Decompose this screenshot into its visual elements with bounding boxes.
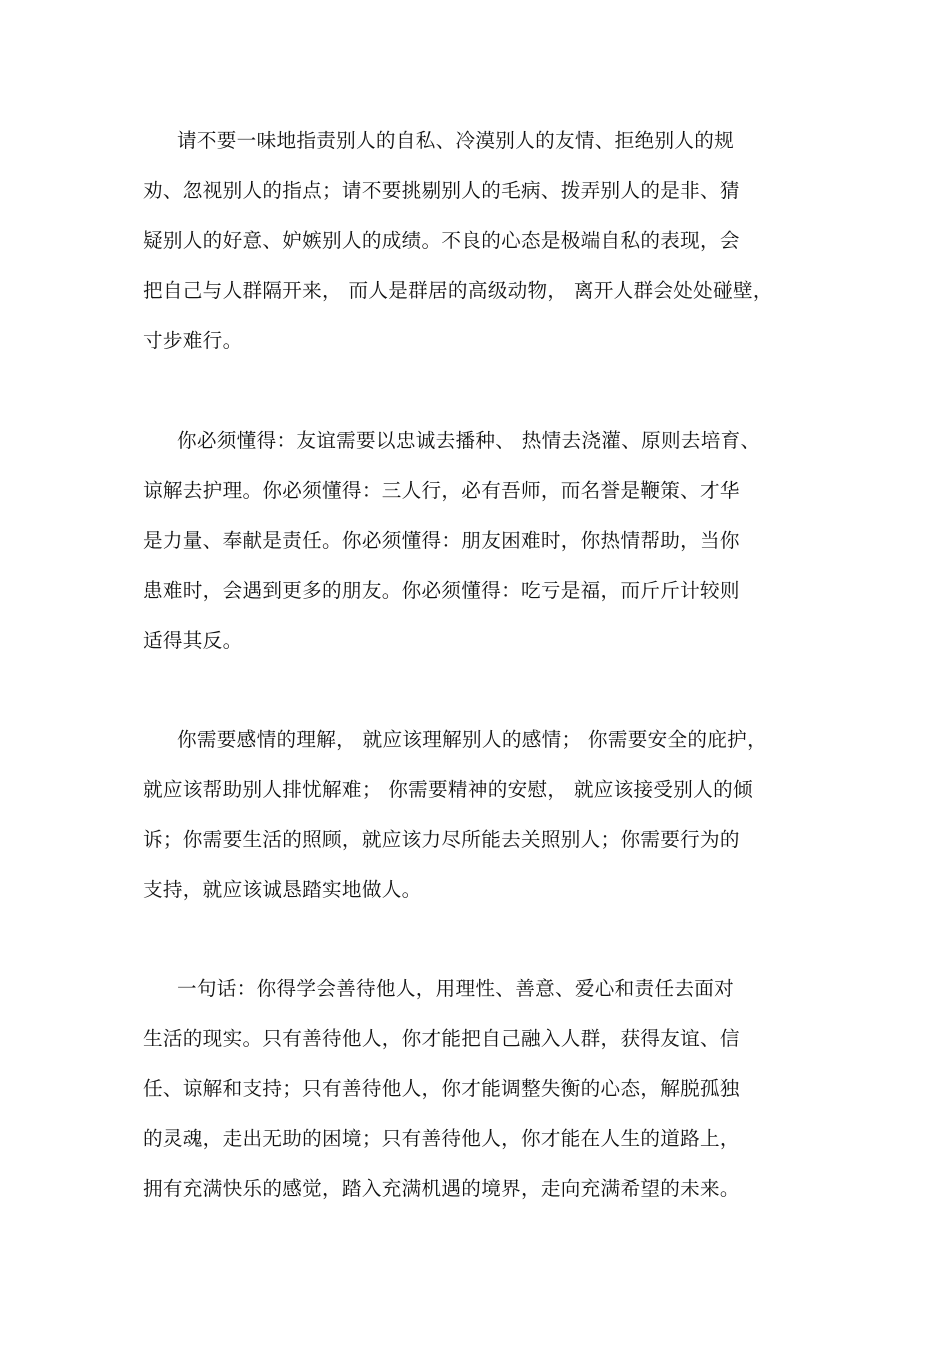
paragraph-line: 诉；你需要生活的照顾，就应该力尽所能去关照别人；你需要行为的 (143, 828, 740, 851)
paragraph-line: 拥有充满快乐的感觉，踏入充满机遇的境界，走向充满希望的未来。 (143, 1177, 740, 1200)
paragraph-line: 把自己与人群隔开来， 而人是群居的高级动物， 离开人群会处处碰壁， (143, 279, 773, 302)
paragraph-line: 一句话：你得学会善待他人，用理性、善意、爱心和责任去面对 (177, 977, 735, 1000)
paragraph-line: 支持，就应该诚恳踏实地做人。 (143, 878, 422, 901)
paragraph-line: 生活的现实。只有善待他人，你才能把自己融入人群，获得友谊、信 (143, 1027, 740, 1050)
paragraph-line: 劝、忽视别人的指点；请不要挑剔别人的毛病、拨弄别人的是非、猜 (143, 179, 740, 202)
paragraph-line: 寸步难行。 (143, 329, 243, 352)
paragraph-line: 适得其反。 (143, 629, 243, 652)
paragraph-line: 你必须懂得：友谊需要以忠诚去播种、 热情去浇灌、原则去培育、 (177, 429, 761, 452)
paragraph-line: 你需要感情的理解， 就应该理解别人的感情； 你需要安全的庇护， (177, 728, 767, 751)
paragraph-line: 任、谅解和支持；只有善待他人，你才能调整失衡的心态，解脱孤独 (143, 1077, 740, 1100)
paragraph-line: 是力量、奉献是责任。你必须懂得：朋友困难时，你热情帮助，当你 (143, 529, 740, 552)
paragraph-3 (143, 729, 767, 929)
paragraph-4 (143, 978, 740, 1228)
paragraph-line: 谅解去护理。你必须懂得：三人行，必有吾师，而名誉是鞭策、才华 (143, 479, 740, 502)
paragraph-1 (143, 130, 773, 380)
paragraph-line: 疑别人的好意、妒嫉别人的成绩。不良的心态是极端自私的表现，会 (143, 229, 740, 252)
paragraph-2 (143, 430, 760, 680)
paragraph-line: 请不要一味地指责别人的自私、冷漠别人的友情、拒绝别人的规 (177, 129, 735, 152)
paragraph-line: 患难时，会遇到更多的朋友。你必须懂得：吃亏是福，而斤斤计较则 (143, 579, 740, 602)
paragraph-line: 就应该帮助别人排忧解难； 你需要精神的安慰， 就应该接受别人的倾 (143, 778, 753, 801)
paragraph-line: 的灵魂，走出无助的困境；只有善待他人，你才能在人生的道路上， (143, 1127, 740, 1150)
